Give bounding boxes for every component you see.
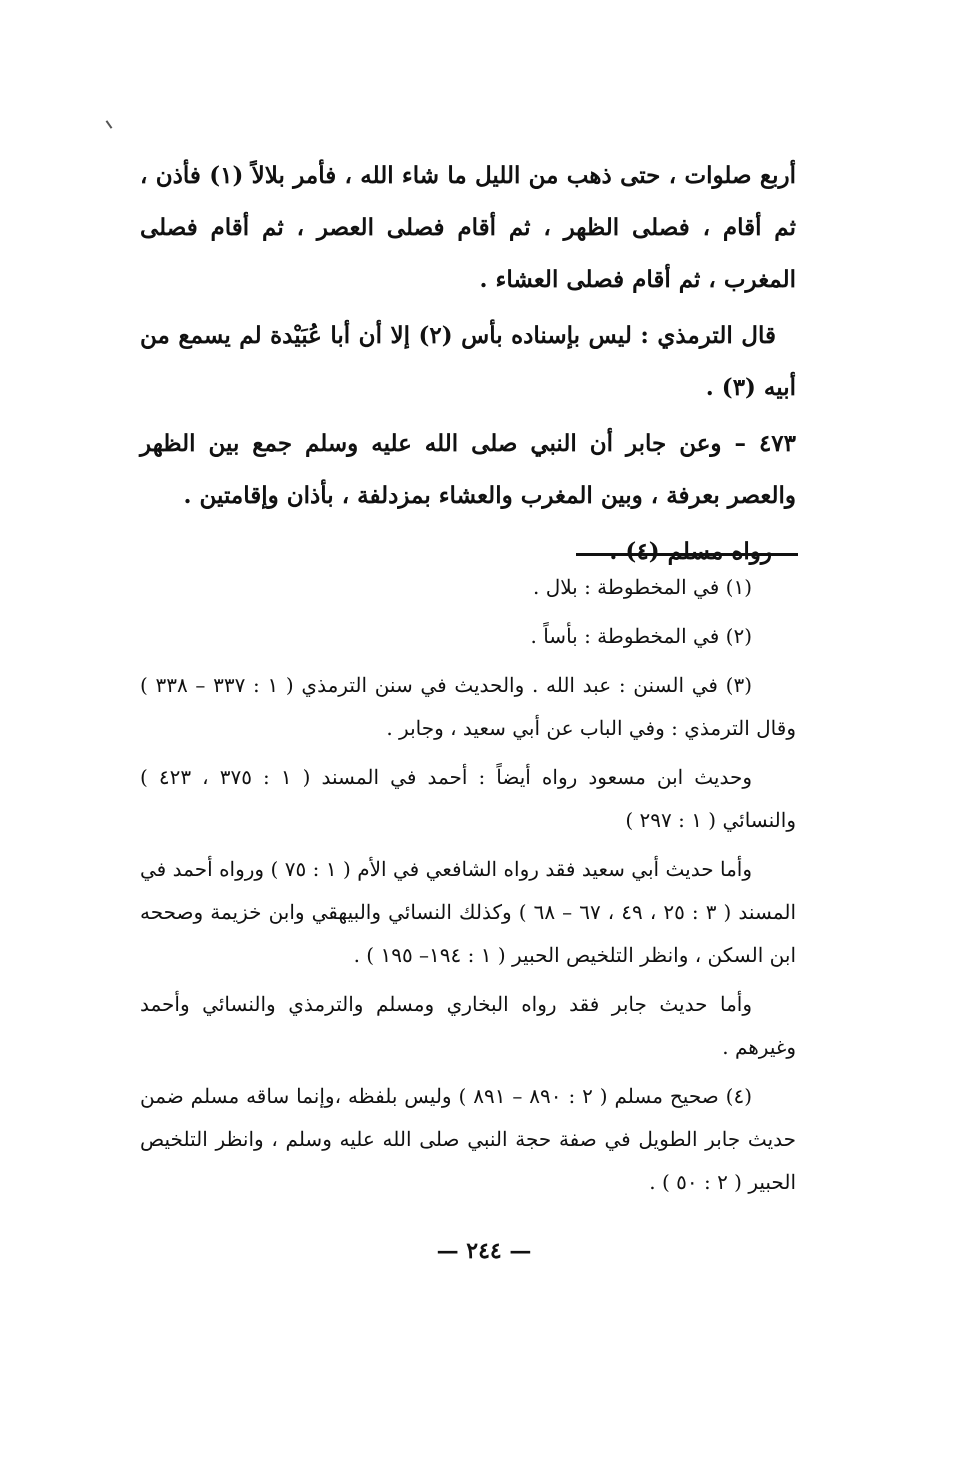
footnote-4: (٤) صحيح مسلم ( ٢ : ٨٩٠ – ٨٩١ ) وليس بلفظه ،وإنما ساقه مسلم ضمن حديث جابر الطويل في صفة حجة النبي صلى الله عليه وسلم ، وانظر التلخيص الحبير ( ٢ : ٥٠ ) . bbox=[140, 1084, 797, 1194]
main-paragraph-3-hadith-473: ٤٧٣ – وعن جابر أن النبي صلى الله عليه وسلم جمع بين الظهر والعصر بعرفة ، وبين المغرب والعشاء بمزدلفة ، بأذان وإقامتين . bbox=[140, 430, 796, 509]
footnote-separator-line bbox=[576, 553, 798, 556]
main-paragraph-4: رواه مسلم (٤) . bbox=[609, 538, 772, 565]
page-number: — ٢٤٤ — bbox=[436, 1238, 532, 1264]
footnote-3: (٣) في السنن : عبد الله . والحديث في سنن الترمذي ( ١ : ٣٣٧ – ٣٣٨ ) وقال الترمذي : وفي الباب عن أبي سعيد ، وجابر . bbox=[140, 673, 796, 740]
main-text bbox=[140, 150, 796, 582]
stray-ink-mark bbox=[106, 120, 113, 129]
footnotes bbox=[140, 566, 796, 1210]
footnote-3-continued-ibn-masud: وحديث ابن مسعود رواه أيضاً : أحمد في المسند ( ١ : ٣٧٥ ، ٤٢٣ ) والنسائي ( ١ : ٢٩٧ ) bbox=[140, 765, 796, 832]
main-paragraph-2: قال الترمذي : ليس بإسناده بأس (٢) إلا أن أبا عُبَيْدة لم يسمع من أبيه (٣) . bbox=[140, 322, 796, 401]
main-paragraph-1: أربع صلوات ، حتى ذهب من الليل ما شاء الله ، فأمر بلالاً (١) فأذن ، ثم أقام ، فصلى الظهر ، ثم أقام فصلى العصر ، ثم أقام فصلى المغرب ، ثم أقام فصلى العشاء . bbox=[140, 162, 796, 293]
footnote-3-continued-jabir: وأما حديث جابر فقد رواه البخاري ومسلم والترمذي والنسائي وأحمد وغيرهم . bbox=[140, 992, 796, 1059]
footnote-2: (٢) في المخطوطة : بأساً . bbox=[530, 624, 752, 648]
footnote-3-continued-abi-said: وأما حديث أبي سعيد فقد رواه الشافعي في الأم ( ١ : ٧٥ ) ورواه أحمد في المسند ( ٣ : ٢٥ ، ٤٩ ، ٦٧ – ٦٨ ) وكذلك النسائي والبيهقي وابن خزيمة وصححه ابن السكن ، وانظر التلخيص الحبير ( ١ : ١٩٤– ١٩٥ ) . bbox=[140, 857, 797, 967]
footnote-1: (١) في المخطوطة : بلال . bbox=[532, 575, 752, 599]
